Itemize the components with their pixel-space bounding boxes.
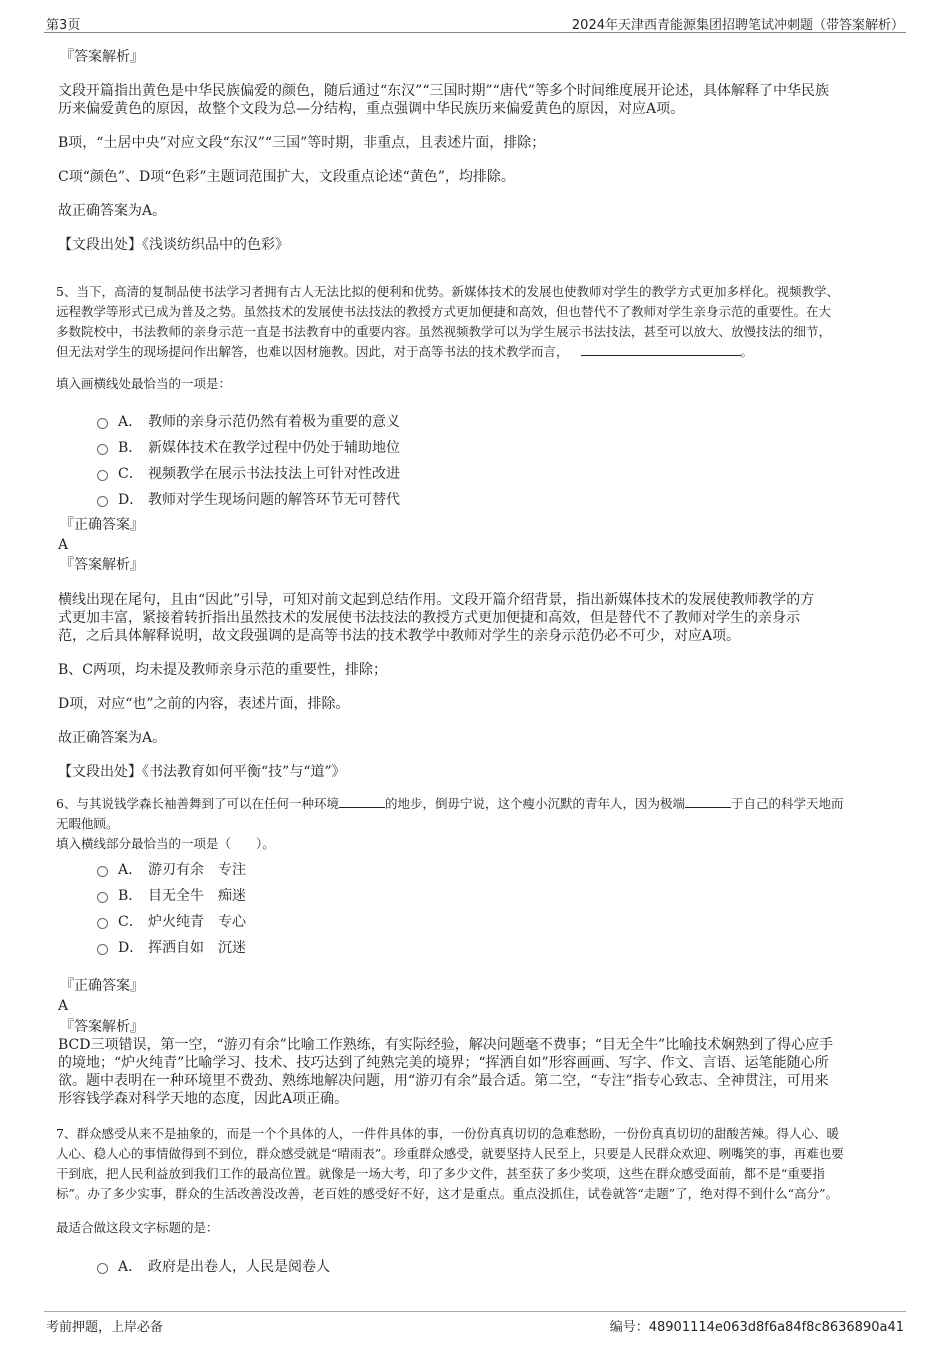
option-letter: A． <box>118 414 143 430</box>
q5-blank <box>581 343 741 356</box>
radio-icon[interactable] <box>97 444 108 455</box>
q6-analysis-line2: 的境地；“炉火纯青”比喻学习、技术、技巧达到了纯熟完美的境界；“挥洒自如”形容画画、写字、作文、言语、运笔能随心所 <box>58 1055 829 1071</box>
q6-blank-1 <box>339 795 385 808</box>
document-title: 2024年天津西青能源集团招聘笔试冲刺题（带答案解析） <box>571 18 904 33</box>
q5-prompt: 填入画横线处最恰当的一项是： <box>56 376 232 391</box>
footer-code: 编号：48901114e063d8f6a84f8c8636890a41 <box>609 1320 904 1335</box>
q4-analysis-line1: 文段开篇指出黄色是中华民族偏爱的颜色，随后通过“东汉”“三国时期”“唐代”等多个时间维度展开论述，具体解释了中华民族 <box>58 83 829 99</box>
q6-answer-label: 『正确答案』 <box>60 978 144 994</box>
radio-icon[interactable] <box>97 892 108 903</box>
option-letter: D． <box>118 940 144 956</box>
q6-option-a[interactable] <box>97 859 246 879</box>
q7-line2: 人心、稳人心的事情做得到不到位，群众感受就是“晴雨表”。珍重群众感受，就要坚持人民至上，只要是人民群众欢迎、咧嘴笑的事，再难也要 <box>56 1146 844 1161</box>
q5-analysis-final: 故正确答案为A。 <box>58 730 167 746</box>
page-number: 第3页 <box>46 18 81 33</box>
radio-icon[interactable] <box>97 418 108 429</box>
radio-icon[interactable] <box>97 944 108 955</box>
radio-icon[interactable] <box>97 866 108 877</box>
q5-analysis-line3: 范，之后具体解释说明，故文段强调的是高等书法的技术教学中教师对学生的亲身示范仍必不可少，对应A项。 <box>58 628 741 644</box>
q5-line2: 远程教学等形式已成为普及之势。虽然技术的发展使书法技法的教授方式更加便捷和高效，但也替代不了教师对学生亲身示范的重要性。在大 <box>56 304 832 319</box>
q7-option-a[interactable] <box>97 1256 330 1276</box>
q5-answer-label: 『正确答案』 <box>60 517 144 533</box>
q5-analysis-label: 『答案解析』 <box>60 557 144 573</box>
q6-line2: 无暇他顾。 <box>56 816 119 831</box>
page-header <box>44 12 906 33</box>
q5-option-c[interactable] <box>97 463 400 483</box>
option-text: 政府是出卷人，人民是阅卷人 <box>148 1259 330 1275</box>
option-letter: A． <box>118 862 143 878</box>
q4-analysis-b: B项，“土居中央”对应文段“东汉”“三国”等时期，非重点，且表述片面，排除； <box>58 135 546 151</box>
q6-line1-c: 于自己的科学天地而 <box>730 796 844 811</box>
q7-line3: 干到底，把人民利益放到我们工作的最高位置。就像是一场大考，印了多少文件，甚至获了多少奖项，这些在群众感受面前，都不是“重要指 <box>56 1166 825 1181</box>
q6-option-c[interactable] <box>97 911 246 931</box>
option-text: 炉火纯青 专心 <box>148 914 246 930</box>
page-footer <box>44 1311 906 1335</box>
q7-prompt: 最适合做这段文字标题的是： <box>56 1220 219 1235</box>
q5-analysis-bc: B、C两项，均未提及教师亲身示范的重要性，排除； <box>58 662 387 678</box>
option-letter: C． <box>118 466 143 482</box>
q6-analysis-label: 『答案解析』 <box>60 1019 144 1035</box>
q5-line4-text: 但无法对学生的现场提问作出解答，也难以因材施教。因此，对于高等书法的技术教学而言， <box>56 344 569 359</box>
q5-option-b[interactable] <box>97 437 400 457</box>
q4-analysis-label: 『答案解析』 <box>60 49 144 65</box>
footer-slogan: 考前押题，上岸必备 <box>46 1320 164 1335</box>
q7-line4: 标”。办了多少实事，群众的生活改善没改善，老百姓的感受好不好，这才是重点。重点没抓住，试卷就答“走题”了，绝对得不到什么“高分”。 <box>56 1186 838 1201</box>
q6-line1-b: 的地步，倒毋宁说，这个瘦小沉默的青年人，因为极端 <box>384 796 685 811</box>
option-text: 新媒体技术在教学过程中仍处于辅助地位 <box>148 440 400 456</box>
q6-prompt: 填入横线部分最恰当的一项是（ ）。 <box>56 836 275 851</box>
option-letter: B． <box>118 888 143 904</box>
option-letter: A． <box>118 1259 143 1275</box>
q5-option-a[interactable] <box>97 411 400 431</box>
q5-analysis-d: D项，对应“也”之前的内容，表述片面，排除。 <box>58 696 350 712</box>
q5-line3: 多数院校中，书法教师的亲身示范一直是书法教育中的重要内容。虽然视频教学可以为学生展示书法技法，甚至可以放大、放慢技法的细节， <box>56 324 832 339</box>
q6-option-b[interactable] <box>97 885 246 905</box>
q6-answer: A <box>58 998 69 1014</box>
q5-analysis-line1: 横线出现在尾句，且由“因此”引导，可知对前文起到总结作用。文段开篇介绍背景，指出新媒体技术的发展使教师教学的方 <box>58 592 815 608</box>
q5-line4 <box>56 342 753 362</box>
q6-analysis-line3: 欲。题中表明在一种环境里不费劲、熟练地解决问题，用“游刃有余”最合适。第二空，“专注”指专心致志、全神贯注，可用来 <box>58 1073 829 1089</box>
q6-blank-2 <box>685 795 731 808</box>
q5-line1: 5、当下，高清的复制品使书法学习者拥有古人无法比拟的便利和优势。新媒体技术的发展也使教师对学生的教学方式更加多样化。视频教学、 <box>56 284 839 299</box>
q5-source: 【文段出处】《书法教育如何平衡“技”与“道”》 <box>58 764 346 780</box>
q7-line1: 7、群众感受从来不是抽象的，而是一个个具体的人，一件件具体的事，一份份真真切切的急难愁盼，一份份真真切切的甜酸苦辣。得人心、暖 <box>56 1126 839 1141</box>
q6-line1 <box>56 794 844 814</box>
radio-icon[interactable] <box>97 918 108 929</box>
radio-icon[interactable] <box>97 1263 108 1274</box>
q6-option-d[interactable] <box>97 937 246 957</box>
option-text: 目无全牛 痴迷 <box>148 888 246 904</box>
q6-line1-a: 6、与其说钱学森长袖善舞到了可以在任何一种环境 <box>56 796 339 811</box>
q4-analysis-cd: C项“颜色”、D项“色彩”主题词范围扩大，文段重点论述“黄色”，均排除。 <box>58 169 515 185</box>
option-text: 视频教学在展示书法技法上可针对性改进 <box>148 466 400 482</box>
option-letter: D． <box>118 492 144 508</box>
q4-analysis-line2: 历来偏爱黄色的原因，故整个文段为总—分结构，重点强调中华民族历来偏爱黄色的原因，对应A项。 <box>58 101 685 117</box>
radio-icon[interactable] <box>97 470 108 481</box>
option-text: 挥洒自如 沉迷 <box>148 940 246 956</box>
option-text: 游刃有余 专注 <box>148 862 246 878</box>
option-text: 教师的亲身示范仍然有着极为重要的意义 <box>148 414 400 430</box>
q5-analysis-line2: 式更加丰富，紧接着转折指出虽然技术的发展使书法技法的教授方式更加便捷和高效，但是替代不了教师对学生的亲身示 <box>58 610 800 626</box>
q4-analysis-final: 故正确答案为A。 <box>58 203 167 219</box>
q5-line4-end: 。 <box>740 344 754 359</box>
option-letter: B． <box>118 440 143 456</box>
option-letter: C． <box>118 914 143 930</box>
q5-answer: A <box>58 537 69 553</box>
option-text: 教师对学生现场问题的解答环节无可替代 <box>148 492 400 508</box>
q5-option-d[interactable] <box>97 489 400 509</box>
q4-source: 【文段出处】《浅谈纺织品中的色彩》 <box>58 237 289 253</box>
q6-analysis-line1: BCD三项错误，第一空，“游刃有余”比喻工作熟练，有实际经验，解决问题毫不费事；“目无全牛”比喻技术娴熟到了得心应手 <box>58 1037 834 1053</box>
radio-icon[interactable] <box>97 496 108 507</box>
q6-analysis-line4: 形容钱学森对科学天地的态度，因此A项正确。 <box>58 1091 349 1107</box>
